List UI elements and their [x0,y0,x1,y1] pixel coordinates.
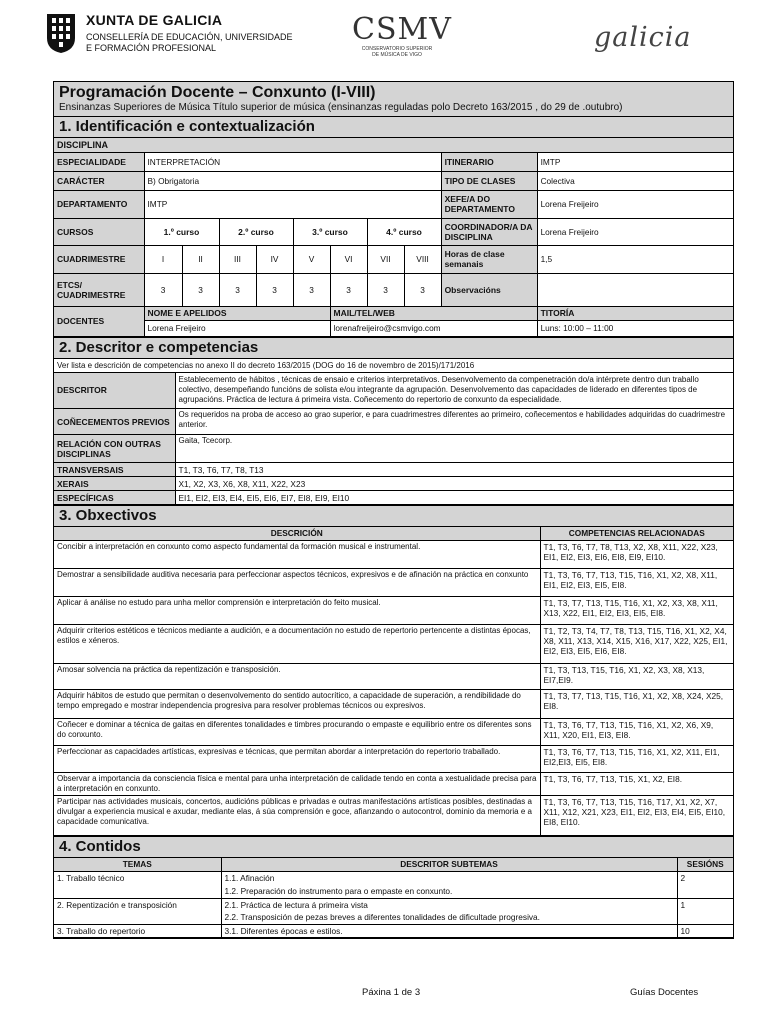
obxectivo-desc: Aplicar á análise no estudo para unha mellor comprensión e interpretación do feito musical. [54,596,540,624]
curso-1: 1.º curso [144,218,219,245]
contido-tema: 3. Traballo do repertorio [54,925,221,938]
etcs-cell: 3 [144,273,182,306]
obxectivo-comp: T1, T3, T6, T7, T8, T13, X2, X8, X11, X22, X23, EI1, EI2, EI3, EI6, EI8, EI9, EI10. [540,540,733,568]
transversais-value: T1, T3, T6, T7, T8, T13 [175,463,733,477]
obxectivo-comp: T1, T2, T3, T4, T7, T8, T13, T15, T16, X1, X2, X4, X8, X11, X13, X14, X15, X16, X17, X22, X25, EI1, EI2, EI3, EI5, EI6, EI8. [540,624,733,663]
programacion-document [53,81,734,939]
competencias-note: Ver lista e descrición de competencias no anexo II do decreto 163/2015 (DOG do 16 de novembro de 2015)/171/2016 [54,359,733,373]
xunta-logo-block [46,12,346,62]
descritor-value: Establecemento de hábitos , técnicas de ensaio e criterios interpretativos. Desenvolvemento da compenetración do/a intérprete dentro dun traballo colectivo, desempeñando funcións de solista e/ou integrante da agrupación. Desenvolvemento das capacidades de liderado en diferentes tipos de agrupacións. Práctica de lectura á primeira vista. Coñecemento do repertorio de conxunto da especialidade. [175,373,733,409]
footer-guide-label: Guías Docentes [630,987,699,998]
docente-nome: Lorena Freijeiro [144,320,330,336]
especificas-label: ESPECÍFICAS [54,491,175,505]
contido-subtema: 2.1. Práctica de lectura á primeira vista [221,898,677,911]
csmv-logo: CSMV [352,12,452,47]
obxectivo-comp: T1, T3, T7, T13, T15, T16, X1, X2, X8, X24, X25, EI8. [540,689,733,718]
etcs-cell: 3 [182,273,219,306]
disciplina-label: DISCIPLINA [54,138,733,153]
docente-mail: lorenafreijeiro@csmvigo.com [330,320,537,336]
transversais-label: TRANSVERSAIS [54,463,175,477]
document-subtitle: Ensinanzas Superiores de Música Título superior de música (ensinanzas reguladas polo Decreto 163/2015 , do 29 de .outubro) [59,102,623,113]
observacions-label: Observacións [441,273,537,306]
identificacion-table [54,153,733,337]
itinerario-label: ITINERARIO [441,153,537,171]
conecementos-label: COÑECEMENTOS PREVIOS [54,409,175,435]
contido-subtema: 1.2. Preparación do instrumento para o empaste en conxunto. [221,884,677,898]
obxectivo-comp: T1, T3, T6, T7, T13, T15, X1, X2, EI8. [540,772,733,795]
csmv-subtitle-line1: CONSERVATORIO SUPERIOR [361,46,433,52]
observacions-value [537,273,733,306]
titoria-header: TITORÍA [537,306,733,320]
etcs-cell: 3 [256,273,293,306]
xefe-label: XEFE/A DO DEPARTAMENTO [441,190,537,218]
cuadrimestre-cell: I [144,245,182,273]
cuadrimestre-cell: VIII [404,245,441,273]
xunta-title: XUNTA DE GALICIA [86,12,223,28]
contidos-temas-header: TEMAS [54,858,221,872]
nome-header: NOME E APELIDOS [144,306,330,320]
itinerario-value: IMTP [537,153,733,171]
etcs-cell: 3 [367,273,404,306]
obxectivo-desc: Participar nas actividades musicais, concertos, audicións públicas e privadas e outras manifestacións artísticas posibles, destinadas a divulgar a experiencia musical e axudar, mediante elas, á súa comprensión e goce, afianzando o autocontrol, dominio da memoria e a capacidade comunicativa. [54,795,540,835]
obxectivo-desc: Adquirir criterios estéticos e técnicos mediante a audición, e a documentación no estudo de repertorio pertencente a distintas épocas, estilos e xéneros. [54,624,540,663]
curso-3: 3.º curso [293,218,367,245]
obxectivo-desc: Concibir a interpretación en conxunto como aspecto fundamental da formación musical e instrumental. [54,540,540,568]
cursos-label: CURSOS [54,218,144,245]
tipo-clases-value: Colectiva [537,171,733,190]
tipo-clases-label: TIPO DE CLASES [441,171,537,190]
page-number: Páxina 1 de 3 [362,987,421,998]
curso-2: 2.º curso [219,218,293,245]
xunta-subtitle-line2: E FORMACIÓN PROFESIONAL [86,43,217,53]
contido-subtema: 3.1. Diferentes épocas e estilos. [221,925,677,938]
contido-sesions: 1 [677,898,733,925]
contido-tema: 2. Repentización e transposición [54,898,221,925]
cuadrimestre-cell: IV [256,245,293,273]
especificas-value: EI1, EI2, EI3, EI4, EI5, EI6, EI7, EI8, EI9, EI10 [175,491,733,505]
coordinador-value: Lorena Freijeiro [537,218,733,245]
section-1-title: 1. Identificación e contextualización [54,117,733,138]
cuadrimestre-cell: II [182,245,219,273]
horas-label: Horas de clase semanais [441,245,537,273]
obxectivos-comp-header: COMPETENCIAS RELACIONADAS [540,527,733,540]
csmv-logo-block [352,12,452,66]
obxectivos-desc-header: DESCRICIÓN [54,527,540,540]
horas-value: 1,5 [537,245,733,273]
relacion-label: RELACIÓN CON OUTRAS DISCIPLINAS [54,435,175,463]
obxectivos-table [54,527,733,836]
csmv-subtitle-line2: DE MÚSICA DE VIGO [372,52,422,58]
page-header [0,0,768,78]
conecementos-value: Os requeridos na proba de acceso ao grao superior, e para cuadrimestres diferentes ao primeiro, coñecementos e habilidades adquiridas do cuadrimestre anterior. [175,409,733,435]
descritor-label: DESCRITOR [54,373,175,409]
departamento-label: DEPARTAMENTO [54,190,144,218]
galicia-logo: galicia [594,22,692,53]
contidos-table [54,858,733,939]
section-4-title: 4. Contidos [54,836,733,858]
xunta-subtitle-line1: CONSELLERÍA DE EDUCACIÓN, UNIVERSIDADE [86,32,293,42]
cuadrimestre-cell: V [293,245,330,273]
contido-sesions: 10 [677,925,733,938]
obxectivo-desc: Amosar solvencia na práctica da repentización e transposición. [54,663,540,689]
section-3-title: 3. Obxectivos [54,505,733,527]
title-bar [54,82,733,117]
etcs-cell: 3 [404,273,441,306]
contido-sesions: 2 [677,872,733,899]
cuadrimestre-cell: VII [367,245,404,273]
etcs-label: ETCS/ CUADRIMESTRE [54,273,144,306]
xerais-label: XERAIS [54,477,175,491]
obxectivo-comp: T1, T3, T6, T7, T13, T15, T16, X1, X2, X11, EI1, EI2,EI3, EI5, EI8. [540,745,733,772]
caracter-label: CARÁCTER [54,171,144,190]
contidos-subtemas-header: DESCRITOR SUBTEMAS [221,858,677,872]
obxectivo-comp: T1, T3, T13, T15, T16, X1, X2, X3, X8, X13, EI7,EI9. [540,663,733,689]
xefe-value: Lorena Freijeiro [537,190,733,218]
etcs-cell: 3 [219,273,256,306]
etcs-cell: 3 [330,273,367,306]
contido-subtema: 2.2. Transposición de pezas breves a diferentes tonalidades de dificultade progresiva. [221,911,677,925]
obxectivo-desc: Adquirir hábitos de estudo que permitan o desenvolvemento do sentido autocrítico, a capacidade de superación, a rendibilidade do tempo empregado e mostrar independencia progresiva para resolver problemas técnicos ou expresivos. [54,689,540,718]
xunta-shield-icon [46,12,76,54]
mail-header: MAIL/TEL/WEB [330,306,537,320]
section-2-title: 2. Descritor e competencias [54,337,733,359]
xunta-subtitle [86,32,293,54]
document-title: Programación Docente – Conxunto (I-VIII) [59,84,376,101]
cuadrimestre-label: CUADRIMESTRE [54,245,144,273]
especialidade-value: INTERPRETACIÓN [144,153,441,171]
obxectivo-comp: T1, T3, T7, T13, T15, T16, X1, X2, X3, X8, X11, X13, X22, EI1, EI2, EI3, EI5, EI8. [540,596,733,624]
cuadrimestre-cell: III [219,245,256,273]
contido-subtema: 1.1. Afinación [221,872,677,885]
contidos-sesions-header: SESIÓNS [677,858,733,872]
descritor-table [54,373,733,506]
departamento-value: IMTP [144,190,441,218]
especialidade-label: ESPECIALIDADE [54,153,144,171]
contido-tema: 1. Traballo técnico [54,872,221,899]
relacion-value: Gaita, Tcecorp. [175,435,733,463]
obxectivo-comp: T1, T3, T6, T7, T13, T15, T16, X1, X2, X6, X9, X11, X20, EI1, EI3, EI8. [540,718,733,745]
coordinador-label: COORDINADOR/A DA DISCIPLINA [441,218,537,245]
obxectivo-desc: Coñecer e dominar a técnica de gaitas en diferentes tonalidades e timbres procurando o empaste e equilibrio entre os diferentes sons do conxunto. [54,718,540,745]
obxectivo-comp: T1, T3, T6, T7, T13, T15, T16, T17, X1, X2, X7, X11, X12, X21, X23, EI1, EI2, EI3, EI4, EI5, EI10, EI8, EI10. [540,795,733,835]
docente-titoria: Luns: 10:00 – 11:00 [537,320,733,336]
obxectivo-desc: Perfeccionar as capacidades artísticas, expresivas e técnicas, que permitan abordar a interpretación do repertorio traballado. [54,745,540,772]
docentes-label: DOCENTES [54,306,144,336]
curso-4: 4.º curso [367,218,441,245]
xerais-value: X1, X2, X3, X6, X8, X11, X22, X23 [175,477,733,491]
obxectivo-desc: Observar a importancia da consciencia física e mental para unha interpretación de calidade tendo en conta a xestualidade precisa para a interpretación en conxunto. [54,772,540,795]
caracter-value: B) Obrigatoria [144,171,441,190]
etcs-cell: 3 [293,273,330,306]
obxectivo-desc: Demostrar a sensibilidade auditiva necesaria para perfeccionar aspectos técnicos, expresivos e de afinación na práctica en conxunto [54,568,540,596]
cuadrimestre-cell: VI [330,245,367,273]
obxectivo-comp: T1, T3, T6, T7, T13, T15, T16, X1, X2, X8, X11, EI1, EI2, EI3, EI5, EI8. [540,568,733,596]
